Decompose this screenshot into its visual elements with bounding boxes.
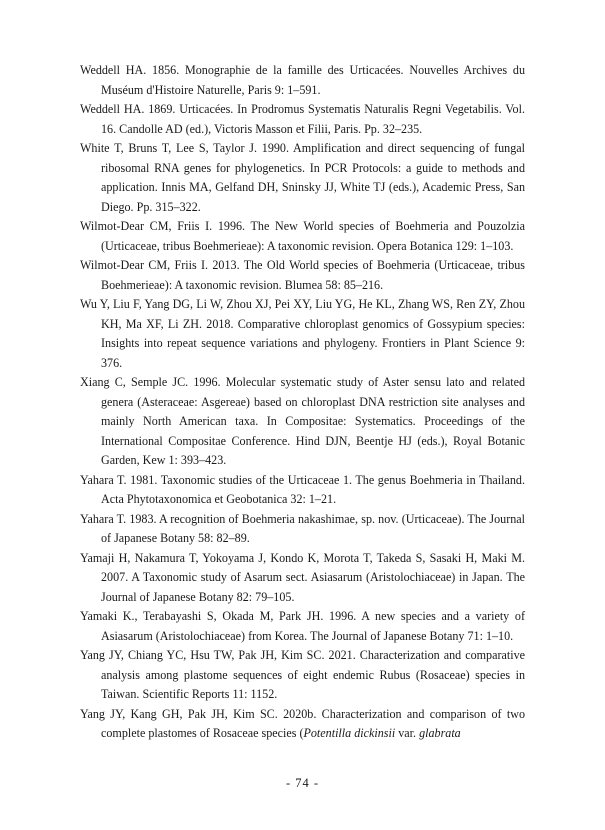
- variety-name-italic: glabrata: [419, 726, 461, 740]
- reference-text: Yang JY, Kang GH, Pak JH, Kim SC. 2020b. Characterization and comparison of two complete plastomes of Rosaceae species (: [80, 706, 525, 740]
- reference-entry: [80, 705, 525, 744]
- reference-entry: [80, 510, 525, 549]
- page-number: - 74 -: [285, 776, 320, 790]
- reference-text: var.: [395, 726, 420, 740]
- reference-text: Wilmot-Dear CM, Friis I. 2013. The Old World species of Boehmeria (Urticaceae, tribus Boehmerieae): A taxonomic revision. Blumea 58: 85–216.: [80, 258, 525, 292]
- reference-entry: [80, 256, 525, 295]
- reference-entry: [80, 61, 525, 100]
- reference-text: Wu Y, Liu F, Yang DG, Li W, Zhou XJ, Pei XY, Liu YG, He KL, Zhang WS, Ren ZY, Zhou KH, Ma XF, Li ZH. 2018. Comparative chloroplast genomics of Gossypium species: Insights into repeat sequence variations and phylogeny. Frontiers in Plant Science 9: 376.: [80, 297, 525, 370]
- reference-entry: [80, 646, 525, 705]
- reference-entry: [80, 549, 525, 608]
- reference-text: Xiang C, Semple JC. 1996. Molecular systematic study of Aster sensu lato and related genera (Asteraceae: Asgereae) based on chloroplast DNA restriction site analyses and mainly North American taxa. In Compositae: Systematics. Proceedings of the International Compositae Conference. Hind DJN, Beentje HJ (eds.), Royal Botanic Garden, Kew 1: 393–423.: [80, 375, 525, 467]
- reference-text: Weddell HA. 1856. Monographie de la famille des Urticacées. Nouvelles Archives du Muséum d'Histoire Naturelle, Paris 9: 1–591.: [80, 63, 525, 97]
- reference-entry: [80, 471, 525, 510]
- reference-text: Yamaki K., Terabayashi S, Okada M, Park JH. 1996. A new species and a variety of Asiasarum (Aristolochiaceae) from Korea. The Journal of Japanese Botany 71: 1–10.: [80, 609, 525, 643]
- reference-text: Weddell HA. 1869. Urticacées. In Prodromus Systematis Naturalis Regni Vegetabilis. Vol. 16. Candolle AD (ed.), Victoris Masson et Filii, Paris. Pp. 32–235.: [80, 102, 525, 136]
- species-name-italic: Potentilla dickinsii: [303, 726, 396, 740]
- reference-text: Yahara T. 1981. Taxonomic studies of the Urticaceae 1. The genus Boehmeria in Thailand. Acta Phytotaxonomica et Geobotanica 32: 1–21.: [80, 472, 525, 506]
- reference-entry: [80, 217, 525, 256]
- reference-entry: [80, 139, 525, 217]
- reference-list: [80, 61, 525, 744]
- reference-text: White T, Bruns T, Lee S, Taylor J. 1990. Amplification and direct sequencing of fungal ribosomal RNA genes for phylogenetics. In PCR Protocols: a guide to methods and application. Innis MA, Gelfand DH, Sninsky JJ, White TJ (eds.), Academic Press, San Diego. Pp. 315–322.: [80, 141, 525, 214]
- reference-text: Yamaji H, Nakamura T, Yokoyama J, Kondo K, Morota T, Takeda S, Sasaki H, Maki M. 2007. A Taxonomic study of Asarum sect. Asiasarum (Aristolochiaceae) in Japan. The Journal of Japanese Botany 82: 79–105.: [80, 550, 525, 604]
- reference-entry: [80, 295, 525, 373]
- reference-entry: [80, 373, 525, 471]
- reference-text: Yahara T. 1983. A recognition of Boehmeria nakashimae, sp. nov. (Urticaceae). The Journal of Japanese Botany 58: 82–89.: [80, 511, 525, 545]
- reference-entry: [80, 607, 525, 646]
- reference-text: Yang JY, Chiang YC, Hsu TW, Pak JH, Kim SC. 2021. Characterization and comparative analysis among plastome sequences of eight endemic Rubus (Rosaceae) species in Taiwan. Scientific Reports 11: 1152.: [80, 648, 525, 701]
- reference-text: Wilmot-Dear CM, Friis I. 1996. The New World species of Boehmeria and Pouzolzia (Urticaceae, tribus Boehmerieae): A taxonomic revision. Opera Botanica 129: 1–103.: [80, 219, 525, 253]
- reference-entry: [80, 100, 525, 139]
